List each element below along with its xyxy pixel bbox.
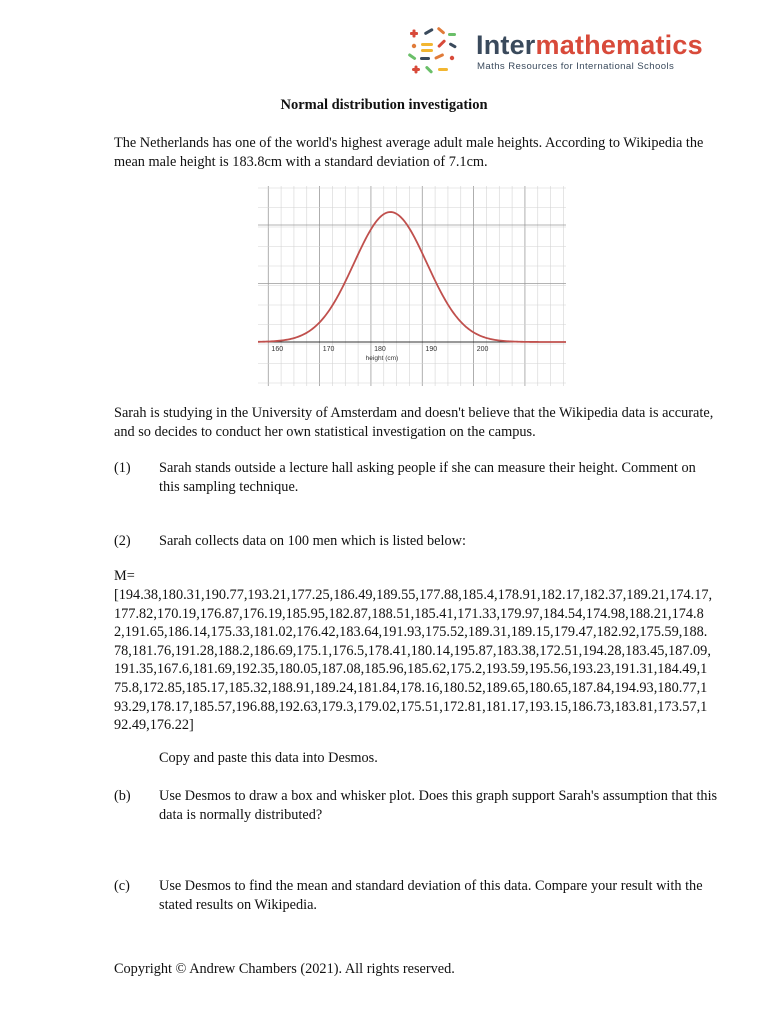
intermathematics-logo — [404, 24, 724, 80]
question-number: (b) — [114, 788, 131, 804]
brand-name-part1: Inter — [476, 30, 536, 60]
x-axis-label: height (cm) — [365, 355, 399, 362]
page-title: Normal distribution investigation — [280, 97, 488, 113]
question-number: (1) — [114, 460, 131, 476]
brand-name-part2: mathematics — [535, 30, 703, 60]
question-text: Use Desmos to draw a box and whisker plot. Does this graph support Sarah's assumption that this data is normally distributed? — [159, 788, 718, 823]
normal-distribution-chart — [258, 186, 566, 386]
copyright-notice: Copyright © Andrew Chambers (2021). All rights reserved. — [114, 961, 455, 977]
height-data-list: [194.38,180.31,190.77,193.21,177.25,186.49,189.55,177.88,185.4,178.91,182.17,182.37,189.21,174.17,177.82,170.19,176.87,176.19,185.95,182.87,188.51,185.41,171.33,179.97,184.54,174.98,188.21,174.82,191.65,186.14,175.33,181.02,176.42,183.64,191.93,175.52,189.31,189.15,179.47,182.92,175.59,188.78,181.76,191.28,188.2,186.69,175.1,176.5,178.41,180.14,195.87,183.38,172.51,194.28,183.45,187.09,191.35,167.6,181.69,192.35,180.05,187.08,185.96,185.62,175.2,193.59,195.56,193.23,191.31,184.49,175.8,172.85,185.17,185.32,188.91,189.24,181.84,178.16,180.52,189.65,180.65,187.84,194.93,180.77,193.29,178.17,185.57,196.88,192.63,179.3,179.02,175.51,172.81,181.17,193.15,186.73,183.81,173.57,192.49,176.22] — [114, 587, 713, 734]
context-paragraph: Sarah is studying in the University of Amsterdam and doesn't believe that the Wikipedia data is accurate, and so decides to conduct her own statistical investigation on the campus. — [114, 405, 714, 440]
normal-curve-line — [258, 212, 566, 342]
intro-paragraph: The Netherlands has one of the world's highest average adult male heights. According to Wikipedia the mean male height is 183.8cm with a standard deviation of 7.1cm. — [114, 135, 704, 170]
brand-name — [476, 30, 703, 60]
x-tick-label: 180 — [374, 346, 386, 353]
x-tick-label: 160 — [271, 346, 284, 353]
question-number: (c) — [114, 878, 130, 894]
question-text: Use Desmos to find the mean and standard deviation of this data. Compare your result with the stated results on Wikipedia. — [159, 878, 703, 913]
logo-icon — [404, 24, 460, 80]
x-tick-label: 190 — [425, 346, 438, 353]
brand-tagline: Maths Resources for International Schools — [477, 61, 675, 72]
question-number: (2) — [114, 533, 131, 549]
x-tick-label: 170 — [322, 346, 335, 353]
x-tick-label: 200 — [476, 346, 489, 353]
question-text: Sarah stands outside a lecture hall asking people if she can measure their height. Comment on this sampling technique. — [159, 460, 696, 495]
data-label: M= — [114, 568, 135, 584]
question-text: Sarah collects data on 100 men which is listed below: — [159, 533, 466, 549]
copy-instruction: Copy and paste this data into Desmos. — [159, 750, 378, 766]
